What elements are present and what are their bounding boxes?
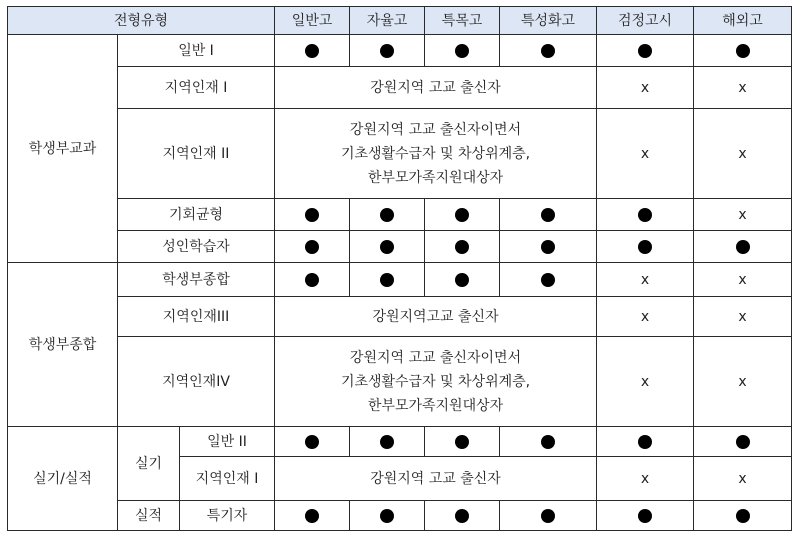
- table-row: [8, 297, 792, 337]
- sub-group-label: 실기: [118, 427, 180, 501]
- filled-circle-icon: [305, 435, 319, 449]
- group-label: 학생부종합: [8, 263, 118, 427]
- filled-circle-icon: [380, 208, 394, 222]
- table-row: [8, 501, 792, 531]
- sub-group-label: 실적: [118, 501, 180, 531]
- header-row: [8, 7, 792, 35]
- filled-circle-icon: [638, 44, 652, 58]
- row-label: 지역인재III: [118, 297, 275, 337]
- filled-circle-icon: [541, 273, 555, 287]
- group-label: 학생부교과: [8, 35, 118, 263]
- filled-circle-icon: [455, 509, 469, 523]
- filled-circle-icon: [380, 273, 394, 287]
- row-label: 학생부종합: [118, 263, 275, 297]
- filled-circle-icon: [305, 44, 319, 58]
- admission-eligibility-table: [7, 6, 792, 531]
- filled-circle-icon: [541, 240, 555, 254]
- header-col-overseas: 해외고: [694, 7, 792, 35]
- row-label: 기회균형: [118, 199, 275, 231]
- filled-circle-icon: [736, 240, 750, 254]
- eligibility-note: 강원지역고교 출신자: [275, 297, 597, 337]
- table-row: [8, 109, 792, 199]
- filled-circle-icon: [736, 509, 750, 523]
- ineligible-mark: x: [597, 337, 694, 427]
- ineligible-mark: x: [694, 297, 792, 337]
- eligibility-note: 강원지역 고교 출신자: [275, 457, 597, 501]
- filled-circle-icon: [305, 509, 319, 523]
- header-col-specialized: 특성화고: [500, 7, 597, 35]
- row-label: 지역인재 I: [118, 67, 275, 109]
- header-col-special-purpose: 특목고: [425, 7, 500, 35]
- filled-circle-icon: [455, 240, 469, 254]
- eligibility-note: 강원지역 고교 출신자이면서 기초생활수급자 및 차상위계층, 한부모가족지원대상자: [275, 337, 597, 427]
- ineligible-mark: x: [597, 297, 694, 337]
- table-row: [8, 337, 792, 427]
- ineligible-mark: x: [597, 457, 694, 501]
- filled-circle-icon: [305, 273, 319, 287]
- table-row: [8, 35, 792, 67]
- row-label: 일반 II: [180, 427, 275, 457]
- eligibility-note: 강원지역 고교 출신자: [275, 67, 597, 109]
- filled-circle-icon: [638, 435, 652, 449]
- filled-circle-icon: [380, 44, 394, 58]
- filled-circle-icon: [305, 240, 319, 254]
- eligibility-note: 강원지역 고교 출신자이면서 기초생활수급자 및 차상위계층, 한부모가족지원대상자: [275, 109, 597, 199]
- filled-circle-icon: [455, 435, 469, 449]
- ineligible-mark: x: [694, 199, 792, 231]
- filled-circle-icon: [380, 240, 394, 254]
- filled-circle-icon: [380, 509, 394, 523]
- row-label: 특기자: [180, 501, 275, 531]
- table-row: [8, 67, 792, 109]
- header-col-ged: 검정고시: [597, 7, 694, 35]
- row-label: 성인학습자: [118, 231, 275, 263]
- ineligible-mark: x: [694, 109, 792, 199]
- group-label: 실기/실적: [8, 427, 118, 531]
- filled-circle-icon: [541, 435, 555, 449]
- ineligible-mark: x: [694, 67, 792, 109]
- ineligible-mark: x: [694, 263, 792, 297]
- ineligible-mark: x: [597, 109, 694, 199]
- ineligible-mark: x: [597, 263, 694, 297]
- ineligible-mark: x: [694, 457, 792, 501]
- filled-circle-icon: [541, 509, 555, 523]
- filled-circle-icon: [305, 208, 319, 222]
- filled-circle-icon: [541, 44, 555, 58]
- table-row: [8, 427, 792, 457]
- filled-circle-icon: [736, 435, 750, 449]
- header-col-autonomous: 자율고: [350, 7, 425, 35]
- table-row: [8, 231, 792, 263]
- header-type: 전형유형: [8, 7, 275, 35]
- filled-circle-icon: [380, 435, 394, 449]
- row-label: 지역인재IV: [118, 337, 275, 427]
- filled-circle-icon: [455, 208, 469, 222]
- ineligible-mark: x: [597, 67, 694, 109]
- row-label: 일반 I: [118, 35, 275, 67]
- filled-circle-icon: [638, 240, 652, 254]
- table-row: [8, 263, 792, 297]
- row-label: 지역인재 II: [118, 109, 275, 199]
- ineligible-mark: x: [694, 337, 792, 427]
- filled-circle-icon: [736, 44, 750, 58]
- row-label: 지역인재 I: [180, 457, 275, 501]
- filled-circle-icon: [541, 208, 555, 222]
- header-col-general: 일반고: [275, 7, 350, 35]
- filled-circle-icon: [638, 208, 652, 222]
- table-row: [8, 199, 792, 231]
- filled-circle-icon: [638, 509, 652, 523]
- filled-circle-icon: [455, 44, 469, 58]
- filled-circle-icon: [455, 273, 469, 287]
